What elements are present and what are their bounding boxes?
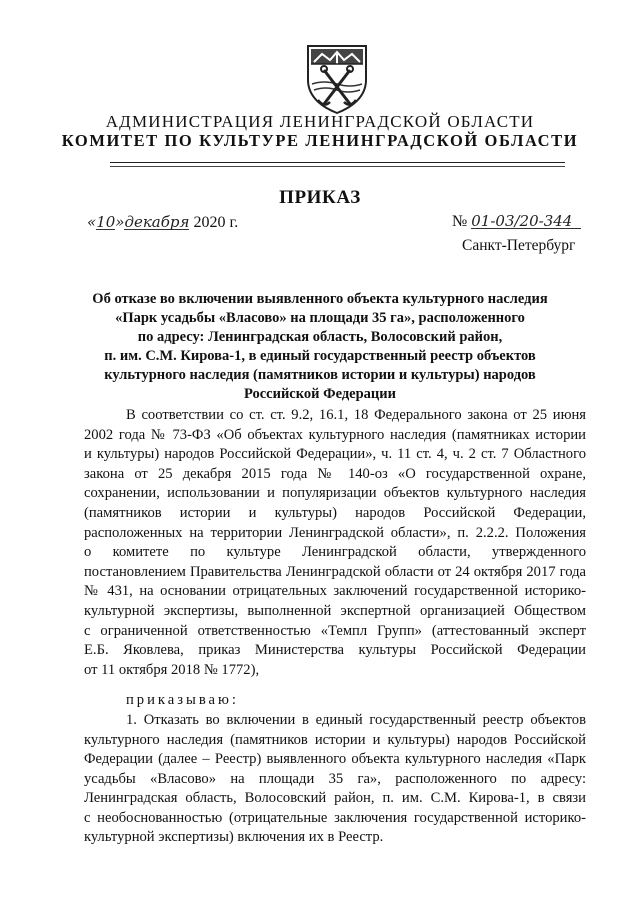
- body-line: 2002 года № 73-ФЗ «Об объектах культурного наследия (памятниках истории: [84, 426, 586, 443]
- subject-line: п. им. С.М. Кирова-1, в единый государственный реестр объектов: [104, 348, 536, 364]
- subject-line: культурного наследия (памятников истории и культуры) народов: [104, 367, 536, 383]
- document-subject: [90, 290, 550, 404]
- date-open-quote: «: [87, 213, 97, 231]
- coat-of-arms-emblem: [300, 40, 374, 116]
- body-line: (памятников истории и культуры) народов Российской Федерации,: [84, 504, 586, 521]
- body-line: Е.Б. Яковлева, приказ Министерства культуры Российской Федерации: [84, 642, 586, 659]
- header-divider-thin: [110, 166, 565, 167]
- item-1-line: Ленинградская область, Волосовский район, п. им. С.М. Кирова-1, в связи: [84, 790, 586, 807]
- body-line: закона от 25 декабря 2015 года № 140-оз «О государственной охране,: [84, 465, 586, 482]
- subject-line: по адресу: Ленинградская область, Волосовский район,: [137, 329, 503, 345]
- body-line: сохранении, использовании и популяризации объектов культурного наследия: [84, 485, 586, 502]
- item-1-line: Федерации (далее – Реестр) выявленного объекта культурного наследия «Парк: [84, 751, 586, 768]
- item-1-line: культурной экспертизы) включения их в Реестр.: [84, 829, 384, 846]
- item-1-line: с необоснованностью (отрицательные заключения государственной историко-: [84, 809, 586, 826]
- committee-heading: КОМИТЕТ ПО КУЛЬТУРЕ ЛЕНИНГРАДСКОЙ ОБЛАСТИ: [61, 131, 579, 150]
- body-line: В соответствии со ст. ст. 9.2, 16.1, 18 Федерального закона от 25 июня: [126, 407, 586, 423]
- body-line: и культуры) народов Российской Федерации», ч. 11 ст. 4, ч. 2 ст. 7 Областного: [84, 446, 586, 463]
- body-line: постановлением Правительства Ленинградской области от 24 октября 2017 года: [84, 563, 586, 580]
- document-number: [452, 213, 581, 231]
- body-line: № 431, на основании отрицательных заключений государственной историко-: [84, 583, 586, 600]
- subject-line: Об отказе во включении выявленного объекта культурного наследия: [92, 291, 548, 307]
- body-line: расположенных на территории Ленинградской области», п. 2.2.2. Положения: [84, 524, 586, 541]
- body-line: культурной экспертизы, выполненной экспертной организацией Обществом: [84, 602, 586, 619]
- document-title: ПРИКАЗ: [279, 187, 361, 208]
- body-line: с ограниченной ответственностью «Темпл Групп» (аттестованный эксперт: [84, 622, 586, 639]
- header-divider-thick: [110, 162, 565, 163]
- document-body: [84, 406, 586, 848]
- document-date: [87, 213, 238, 232]
- date-month: декабря: [124, 213, 190, 231]
- body-line: от 11 октября 2018 № 1772),: [84, 661, 260, 678]
- date-year: 2020 г.: [193, 214, 239, 231]
- item-1-line: культурного наследия (памятников истории и культуры) народов Российской: [84, 731, 586, 748]
- date-day: 10: [96, 213, 116, 231]
- subject-line: Российской Федерации: [243, 386, 396, 402]
- administration-heading: АДМИНИСТРАЦИЯ ЛЕНИНГРАДСКОЙ ОБЛАСТИ: [105, 112, 535, 131]
- number-value: 01-03/20-344: [471, 214, 581, 229]
- number-sign: №: [452, 213, 468, 230]
- subject-line: «Парк усадьбы «Власово» на площади 35 га», расположенного: [115, 310, 525, 326]
- item-1-line: усадьбы «Власово» на площади 35 га», расположенного по адресу:: [84, 770, 586, 787]
- date-close-quote: »: [115, 213, 125, 231]
- document-city: Санкт-Петербург: [462, 237, 576, 254]
- item-1-line: 1. Отказать во включении в единый государственный реестр объектов: [126, 711, 586, 728]
- order-word: приказываю:: [126, 692, 239, 709]
- body-line: о комитете по культуре Ленинградской области, утвержденного: [84, 544, 586, 561]
